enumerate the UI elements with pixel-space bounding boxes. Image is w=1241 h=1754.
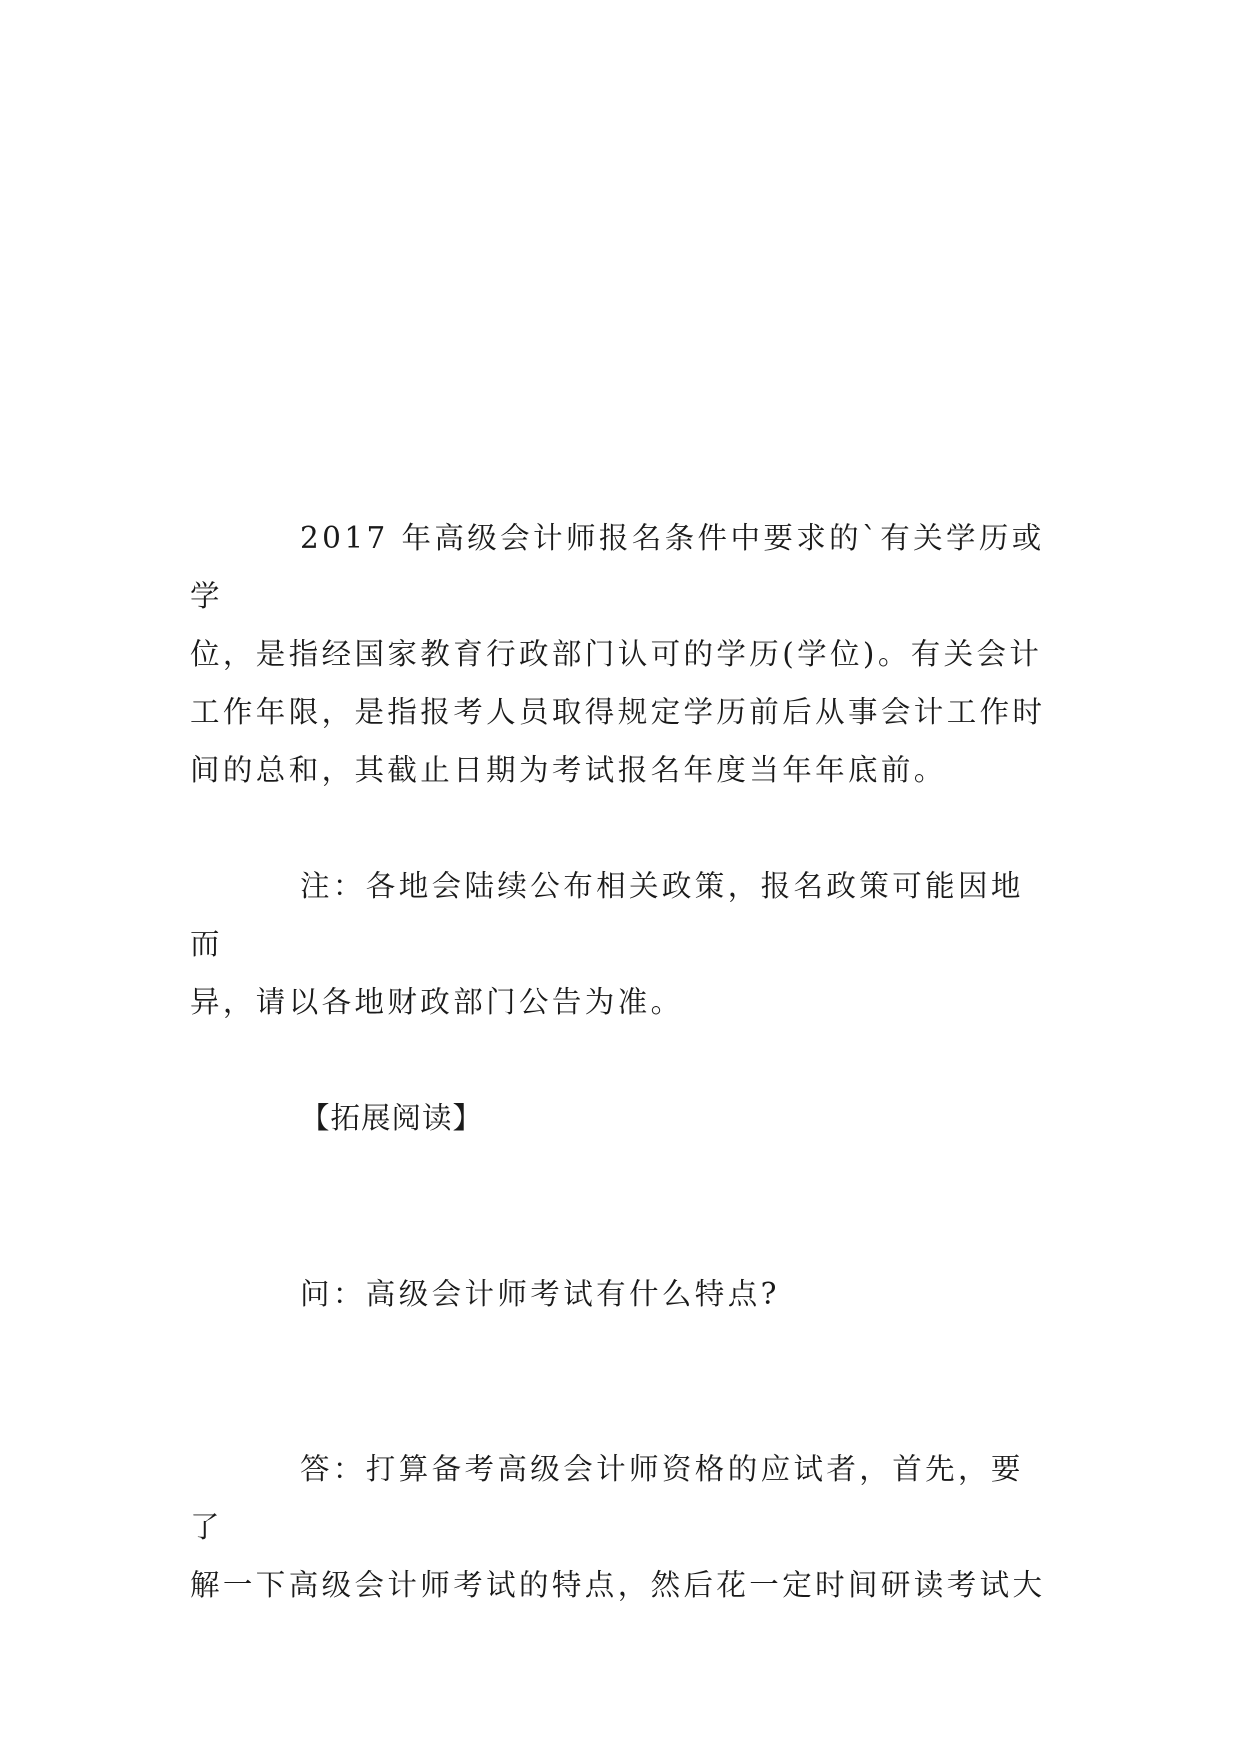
question-text: 问：高级会计师考试有什么特点?	[300, 1277, 780, 1311]
answer-paragraph	[190, 1440, 1052, 1614]
paragraph-note	[190, 857, 1052, 1031]
paragraph-line: 解一下高级会计师考试的特点，然后花一定时间研读考试大	[190, 1568, 1046, 1602]
paragraph-line: 位，是指经国家教育行政部门认可的学历(学位)。有关会计	[190, 637, 1043, 671]
paragraph-line: 注：各地会陆续公布相关政策，报名政策可能因地而	[190, 869, 1024, 961]
paragraph-line: 间的总和，其截止日期为考试报名年度当年年底前。	[190, 753, 947, 787]
paragraph-line: 工作年限，是指报考人员取得规定学历前后从事会计工作时	[190, 695, 1046, 729]
paragraph-line: 异，请以各地财政部门公告为准。	[190, 985, 684, 1019]
paragraph-qualification	[190, 509, 1052, 799]
paragraph-line: 2017 年高级会计师报名条件中要求的`有关学历或学	[190, 521, 1045, 613]
paragraph-line: 答：打算备考高级会计师资格的应试者，首先，要了	[190, 1452, 1024, 1544]
question-paragraph	[190, 1265, 1052, 1323]
extended-reading-heading	[190, 1089, 1052, 1147]
heading-text: 【拓展阅读】	[300, 1101, 484, 1135]
